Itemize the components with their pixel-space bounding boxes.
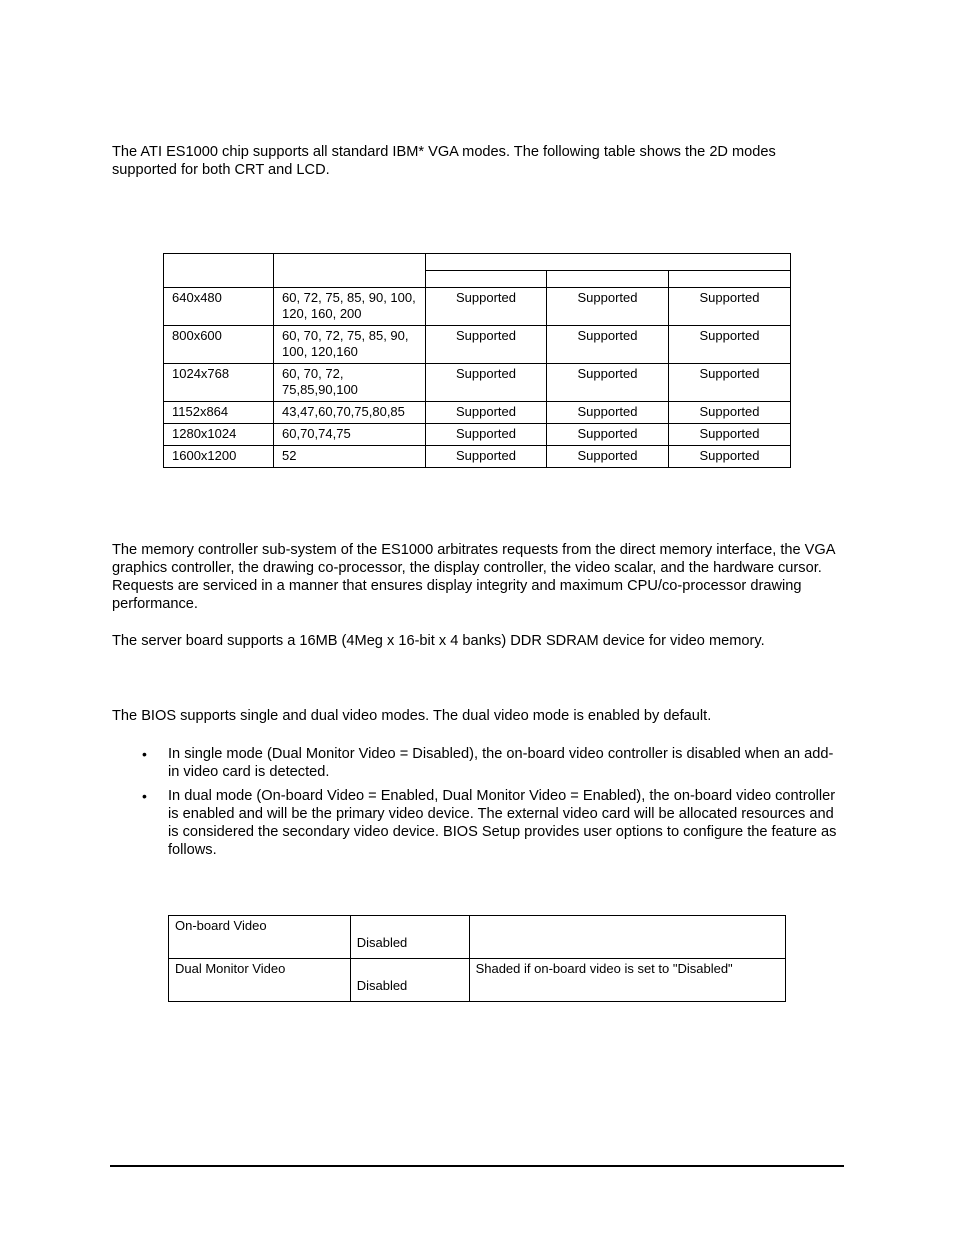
resolution-cell: 1152x864 bbox=[164, 402, 274, 424]
bullet-icon: • bbox=[142, 746, 147, 762]
memory-paragraph: The memory controller sub-system of the ES1000 arbitrates requests from the direct memory interface, the VGA graphics controller, the drawing co-processor, the display controller, the video scalar, and the hardware cursor. Requests are serviced in a manner that ensures display integrity and maximum CPU/co-processor drawing performance. bbox=[112, 542, 835, 612]
video-memory-paragraph: The server board supports a 16MB (4Meg x 16-bit x 4 banks) DDR SDRAM device for video memory. bbox=[112, 633, 765, 649]
support-cell: Supported bbox=[669, 446, 791, 468]
support-cell: Supported bbox=[669, 402, 791, 424]
support-cell: Supported bbox=[426, 446, 547, 468]
setup-notes-cell bbox=[469, 916, 785, 959]
support-cell: Supported bbox=[547, 326, 669, 364]
table-row bbox=[164, 326, 791, 364]
support-cell: Supported bbox=[547, 288, 669, 326]
support-cell: Supported bbox=[426, 288, 547, 326]
table-row bbox=[169, 959, 786, 1002]
support-cell: Supported bbox=[669, 288, 791, 326]
dual-video-bullet-list bbox=[112, 745, 842, 859]
table-row bbox=[164, 402, 791, 424]
bios-setup-options-table bbox=[168, 915, 786, 1002]
resolution-cell: 1600x1200 bbox=[164, 446, 274, 468]
header-cell bbox=[164, 254, 274, 288]
footer-rule bbox=[110, 1165, 844, 1167]
refresh-rate-cell: 60, 70, 72, 75, 85, 90, 100, 120,160 bbox=[274, 326, 426, 364]
refresh-rate-cell: 60, 72, 75, 85, 90, 100, 120, 160, 200 bbox=[274, 288, 426, 326]
dual-video-paragraph: The BIOS supports single and dual video modes. The dual video mode is enabled by default. bbox=[112, 708, 712, 724]
intro-paragraph: The ATI ES1000 chip supports all standard IBM* VGA modes. The following table shows the 2D modes supported for both CRT and LCD. bbox=[112, 144, 776, 178]
table-row bbox=[169, 916, 786, 959]
resolution-cell: 1280x1024 bbox=[164, 424, 274, 446]
header-cell bbox=[274, 254, 426, 288]
setup-option-cell: Dual Monitor Video bbox=[169, 959, 351, 1002]
setup-notes-cell: Shaded if on-board video is set to "Disabled" bbox=[469, 959, 785, 1002]
refresh-rate-cell: 60,70,74,75 bbox=[274, 424, 426, 446]
video-modes-table bbox=[163, 253, 791, 468]
support-cell: Supported bbox=[426, 402, 547, 424]
refresh-rate-cell: 43,47,60,70,75,80,85 bbox=[274, 402, 426, 424]
support-cell: Supported bbox=[547, 402, 669, 424]
refresh-rate-cell: 52 bbox=[274, 446, 426, 468]
list-item-text: In dual mode (On-board Video = Enabled, Dual Monitor Video = Enabled), the on-board video controller is enabled and will be the primary video device. The external video card will be allocated resources and is considered the secondary video device. BIOS Setup provides user options to configure the feature as follows. bbox=[168, 788, 837, 858]
header-cell bbox=[669, 271, 791, 288]
setup-value-cell: Disabled bbox=[350, 916, 469, 959]
table-row bbox=[164, 446, 791, 468]
list-item bbox=[112, 787, 842, 859]
support-cell: Supported bbox=[669, 424, 791, 446]
bullet-icon: • bbox=[142, 788, 147, 804]
support-cell: Supported bbox=[426, 424, 547, 446]
support-cell: Supported bbox=[669, 326, 791, 364]
refresh-rate-cell: 60, 70, 72, 75,85,90,100 bbox=[274, 364, 426, 402]
header-cell bbox=[426, 271, 547, 288]
setup-value-cell: Disabled bbox=[350, 959, 469, 1002]
table-row bbox=[164, 424, 791, 446]
resolution-cell: 1024x768 bbox=[164, 364, 274, 402]
support-cell: Supported bbox=[547, 364, 669, 402]
support-cell: Supported bbox=[426, 364, 547, 402]
table-row bbox=[164, 288, 791, 326]
resolution-cell: 640x480 bbox=[164, 288, 274, 326]
header-cell bbox=[426, 254, 791, 271]
support-cell: Supported bbox=[426, 326, 547, 364]
table-row bbox=[164, 364, 791, 402]
resolution-cell: 800x600 bbox=[164, 326, 274, 364]
modes-header-row bbox=[164, 254, 791, 271]
setup-option-cell: On-board Video bbox=[169, 916, 351, 959]
list-item bbox=[112, 745, 842, 781]
header-cell bbox=[547, 271, 669, 288]
support-cell: Supported bbox=[547, 446, 669, 468]
support-cell: Supported bbox=[669, 364, 791, 402]
support-cell: Supported bbox=[547, 424, 669, 446]
list-item-text: In single mode (Dual Monitor Video = Disabled), the on-board video controller is disabled when an add-in video card is detected. bbox=[168, 746, 834, 780]
